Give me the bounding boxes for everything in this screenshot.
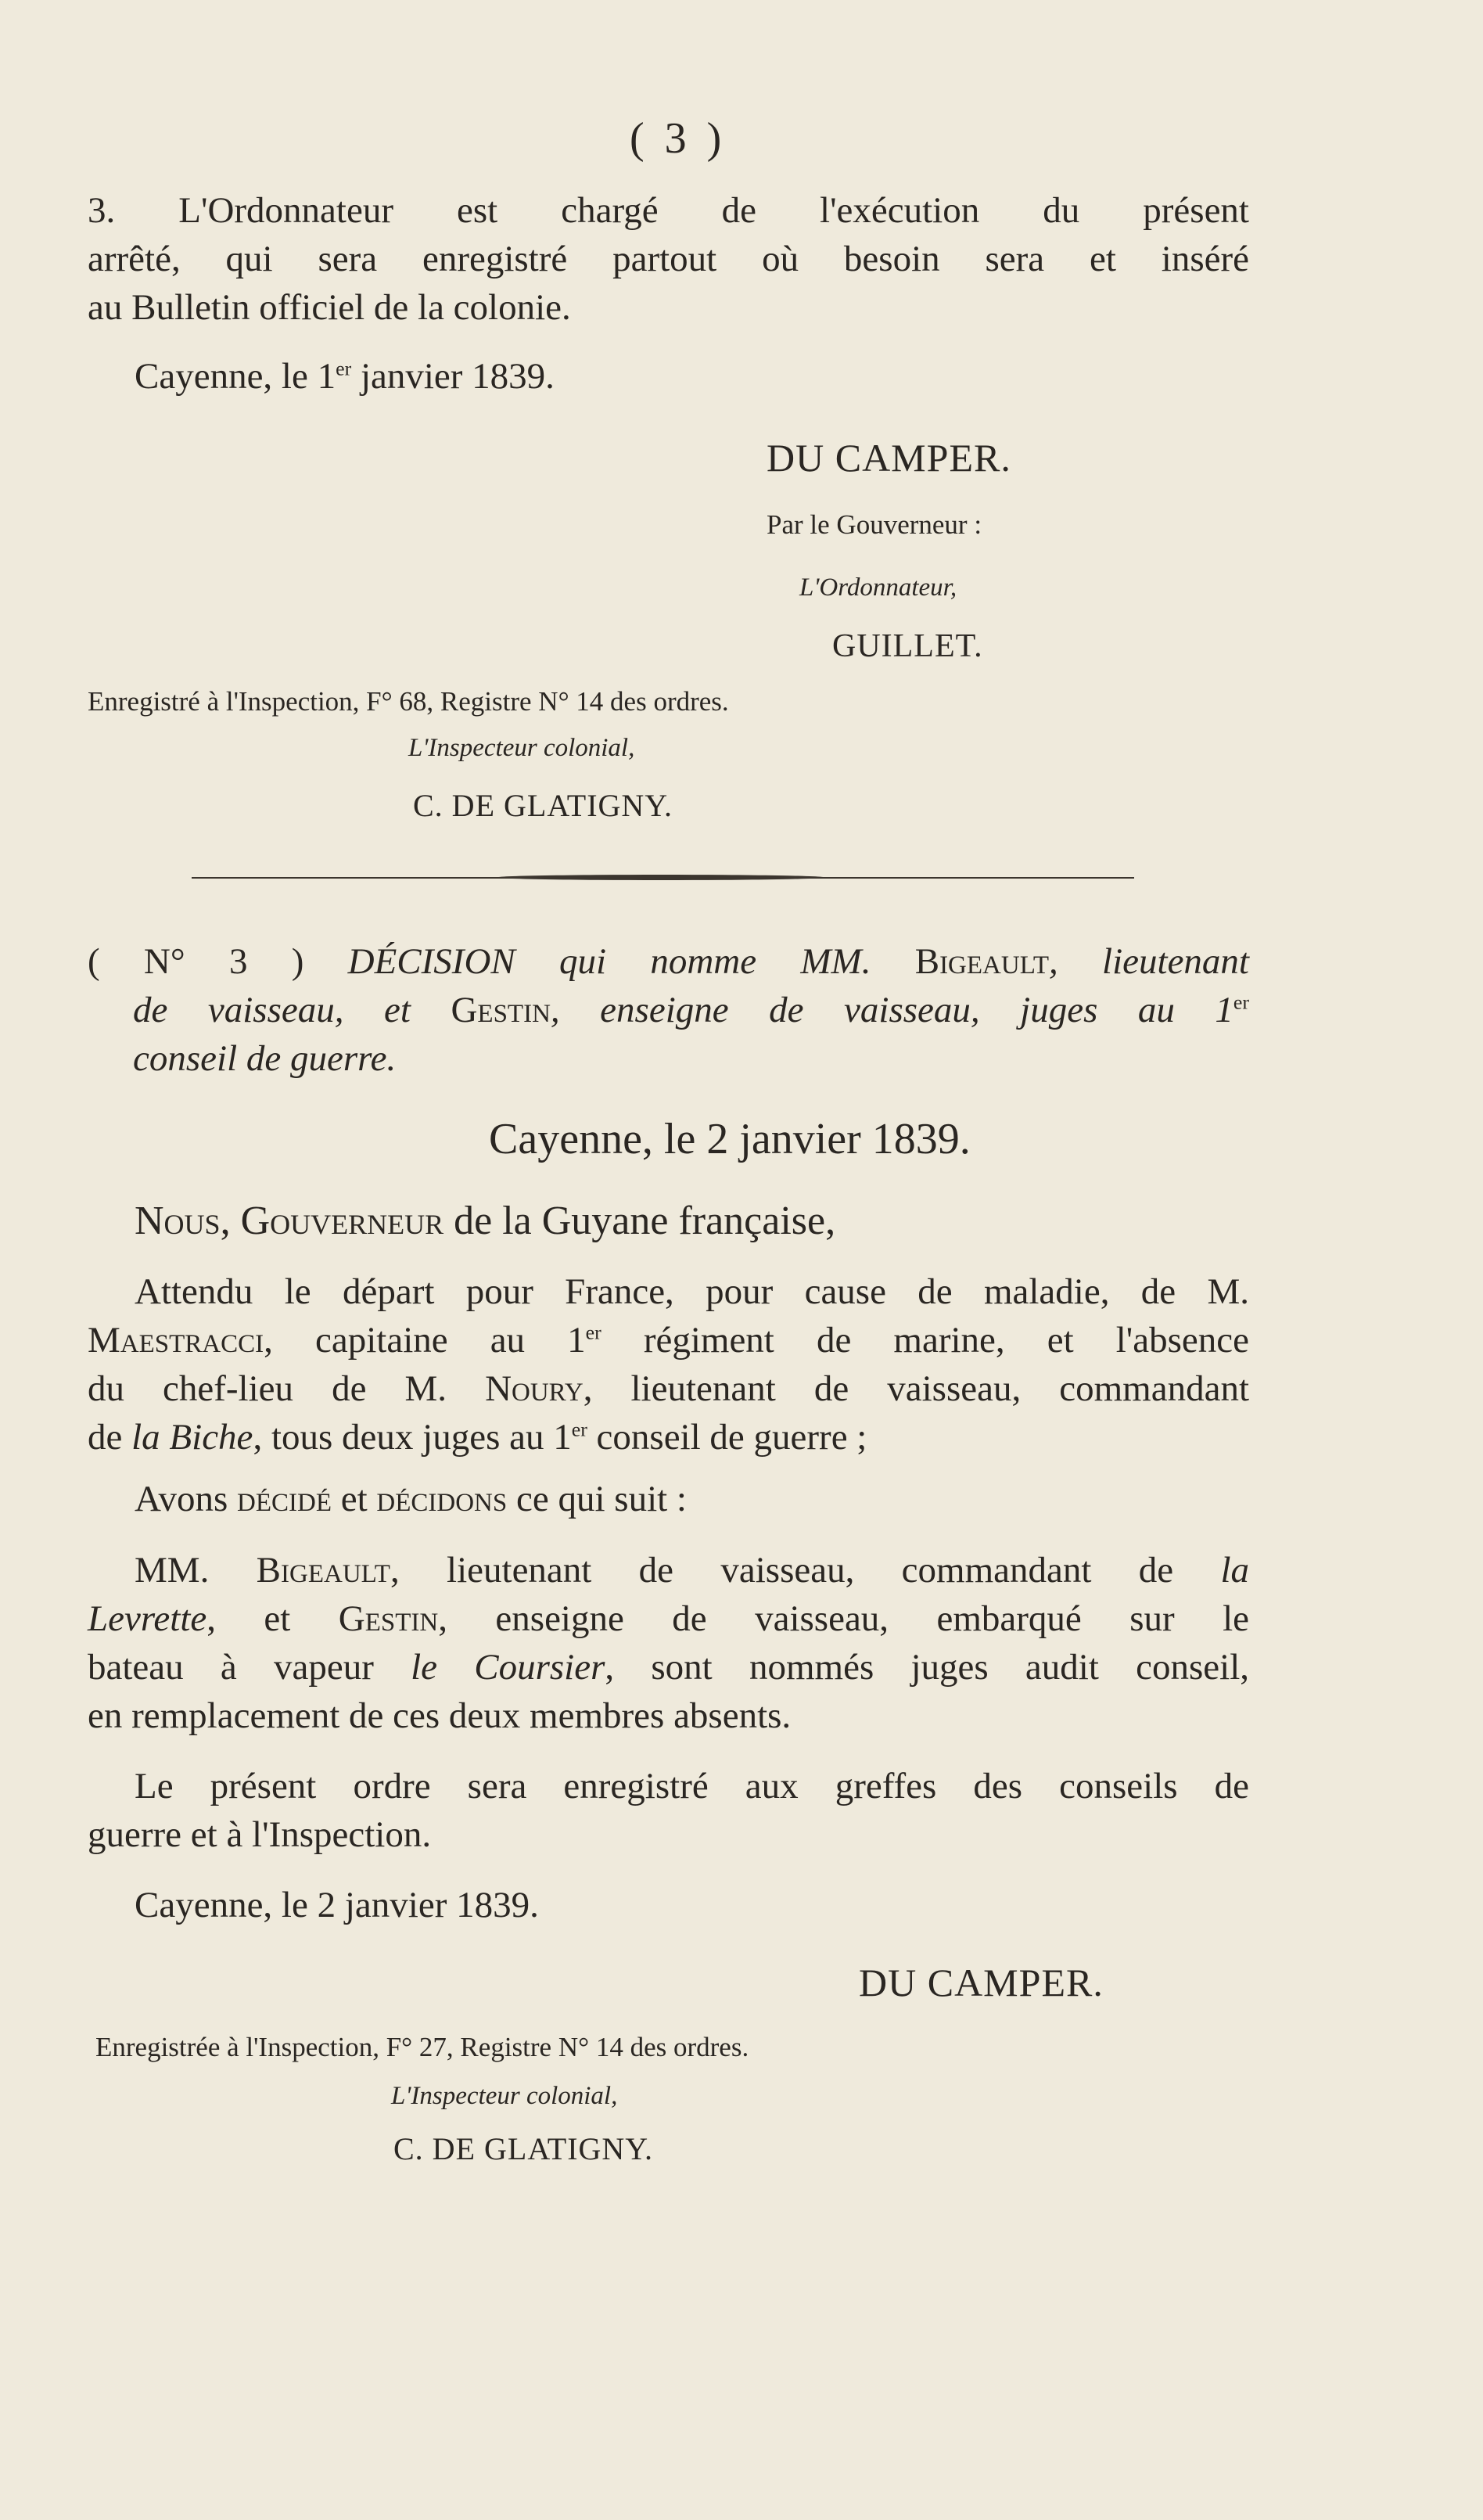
decision-heading bbox=[88, 937, 1249, 1083]
article-3-line-3: au Bulletin officiel de la colonie. bbox=[88, 287, 571, 328]
avons-decide: Avons décidé et décidons ce qui suit : bbox=[135, 1479, 687, 1519]
decision-place-date: Cayenne, le 2 janvier 1839. bbox=[489, 1115, 971, 1163]
present-ordre-paragraph: Le présent ordre sera enregistré aux greffes des conseils de guerre et à l'Inspection. bbox=[88, 1766, 1249, 1855]
nomination-paragraph: MM. Bigeault, lieutenant de vaisseau, commandant de la Levrette, et Gestin, enseigne de vaisseau, embarqué sur le bateau à vapeur le Coursier, sont nommés juges audit conseil, en remplacement de ces deux membres absents. bbox=[88, 1550, 1250, 1736]
closing-signature: DU CAMPER. bbox=[859, 1961, 1104, 2004]
ordonnateur-title: L'Ordonnateur, bbox=[799, 573, 957, 602]
top-registration: Enregistré à l'Inspection, F° 68, Registre N° 14 des ordres. bbox=[88, 686, 729, 717]
article-3-line-2: arrêté, qui sera enregistré partout où besoin sera et inséré bbox=[88, 239, 1249, 279]
top-inspecteur-title: L'Inspecteur colonial, bbox=[408, 734, 635, 762]
decision-heading-line-1: ( N° 3 ) DÉCISION qui nomme MM. Bigeault, lieutenant bbox=[88, 941, 1249, 982]
closing-registration: Enregistrée à l'Inspection, F° 27, Registre N° 14 des ordres. bbox=[95, 2032, 749, 2062]
nous-gouverneur: Nous, Gouverneur de la Guyane française, bbox=[135, 1199, 836, 1243]
closing-inspecteur-title: L'Inspecteur colonial, bbox=[391, 2082, 618, 2110]
closing-inspecteur-name: C. DE GLATIGNY. bbox=[393, 2131, 654, 2166]
top-inspecteur-name: C. DE GLATIGNY. bbox=[413, 788, 673, 823]
page-number: ( 3 ) bbox=[630, 114, 727, 163]
decision-heading-line-2: de vaisseau, et Gestin, enseigne de vaisseau, juges au 1er bbox=[133, 990, 1249, 1030]
closing-date: Cayenne, le 2 janvier 1839. bbox=[135, 1885, 539, 1925]
ordonnateur-name: GUILLET. bbox=[832, 628, 983, 664]
article-3 bbox=[88, 186, 1249, 332]
section-divider bbox=[192, 873, 1134, 881]
attendu-paragraph: Attendu le départ pour France, pour cause de maladie, de M. Maestracci, capitaine au 1er régiment de marine, et l'absence du chef-lieu de M. Noury, lieutenant de vaisseau, commandant de la Biche, tous deux juges au 1er conseil de guerre ; bbox=[88, 1271, 1250, 1458]
top-date: Cayenne, le 1er janvier 1839. bbox=[135, 356, 555, 397]
par-le-gouverneur: Par le Gouverneur : bbox=[767, 509, 982, 540]
decision-heading-line-3: conseil de guerre. bbox=[133, 1038, 397, 1079]
article-3-line-1: 3. L'Ordonnateur est chargé de l'exécution du présent bbox=[88, 190, 1249, 231]
top-signature: DU CAMPER. bbox=[767, 436, 1011, 480]
